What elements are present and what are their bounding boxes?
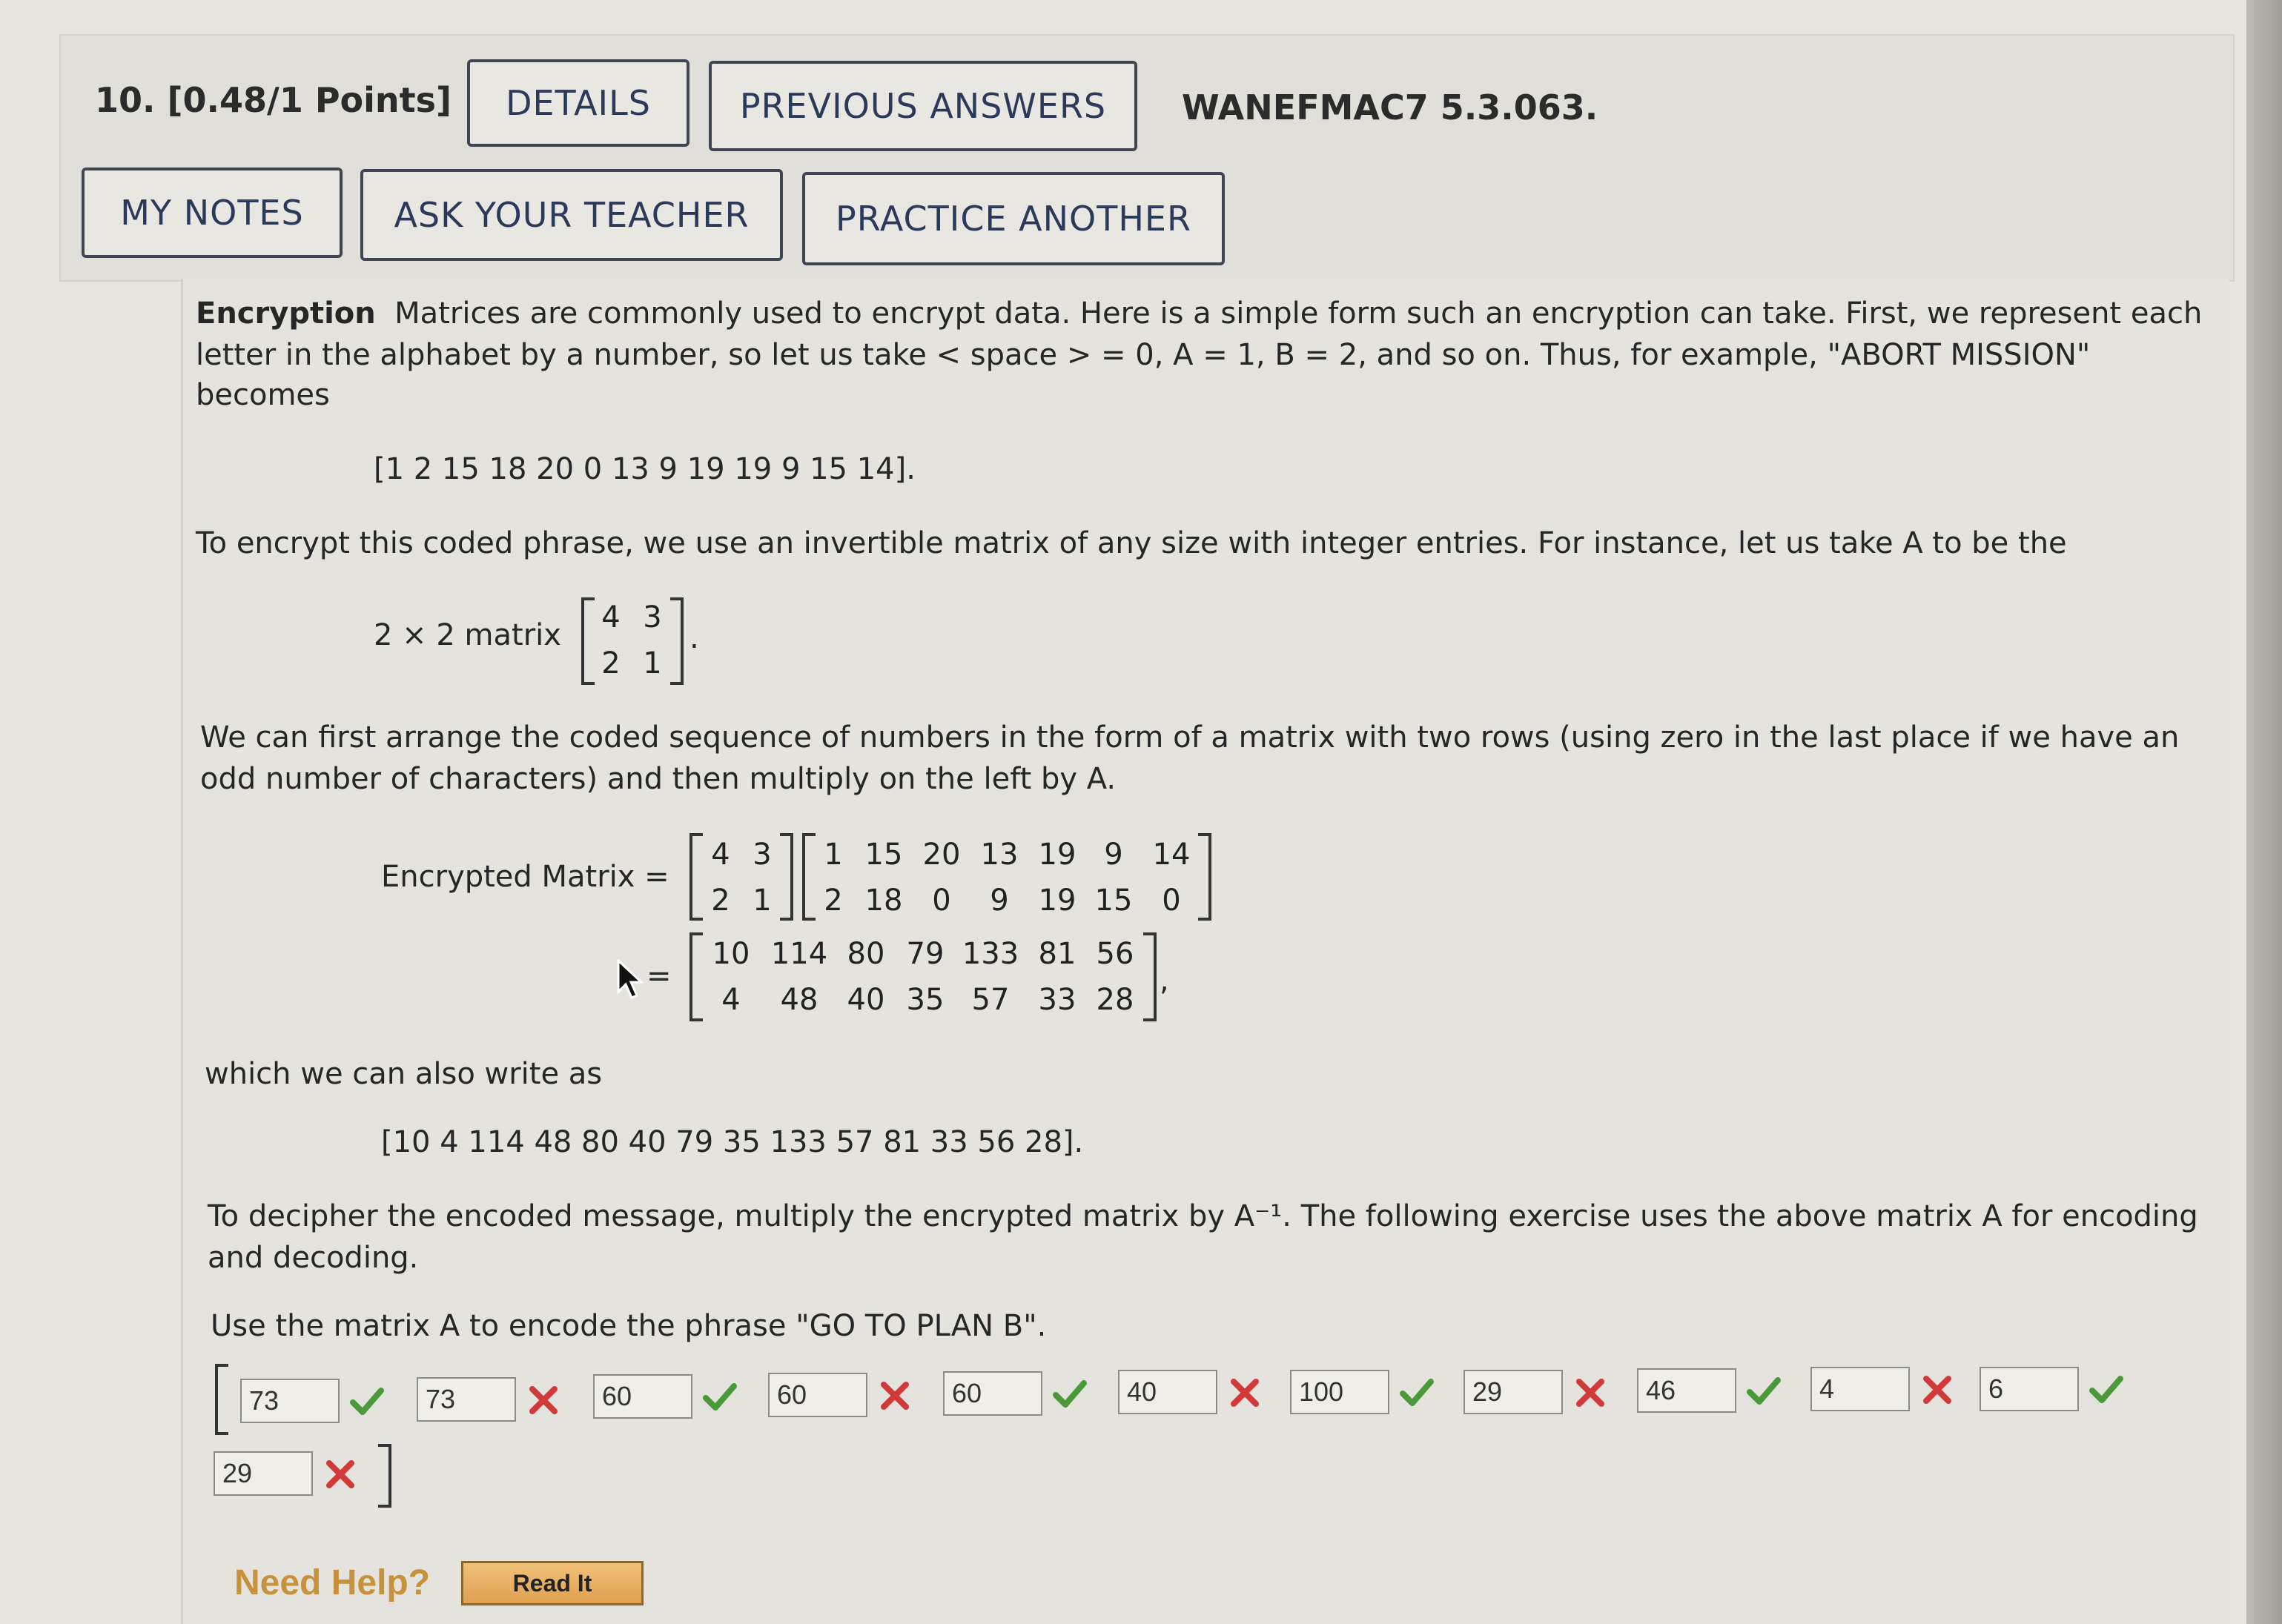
question-id: WANEFMAC7 5.3.063. xyxy=(1182,87,1598,127)
result-matrix-cell: 33 xyxy=(1038,983,1076,1017)
answer-input[interactable]: 60 xyxy=(943,1371,1042,1416)
matrix-period: . xyxy=(689,621,699,655)
practice-another-button[interactable]: PRACTICE ANOTHER xyxy=(802,172,1225,265)
answer-input[interactable]: 6 xyxy=(1980,1367,2079,1411)
coded-matrix-right-bracket xyxy=(1198,833,1211,921)
result-matrix-cell: 40 xyxy=(847,983,885,1017)
my-notes-button[interactable]: MY NOTES xyxy=(82,168,343,258)
coded-matrix-cell: 19 xyxy=(1038,838,1076,872)
x-icon xyxy=(876,1377,913,1414)
need-help-label: Need Help? xyxy=(234,1563,431,1603)
result-matrix-cell: 114 xyxy=(770,937,828,971)
result-matrix-cell: 81 xyxy=(1038,937,1076,971)
check-icon xyxy=(1398,1374,1435,1411)
also-write-text: which we can also write as xyxy=(205,1057,603,1091)
previous-answers-button[interactable]: PREVIOUS ANSWERS xyxy=(709,61,1137,151)
eq-a-cell: 1 xyxy=(753,884,772,918)
intro-bold: Encryption xyxy=(196,296,376,331)
intro-line-1 xyxy=(196,294,2202,334)
encrypt-text: To encrypt this coded phrase, we use an invertible matrix of any size with integer entries. For instance, let us take A to be the xyxy=(196,526,2067,560)
ask-your-teacher-button[interactable]: ASK YOUR TEACHER xyxy=(360,169,783,261)
check-icon xyxy=(701,1379,738,1416)
result-matrix-right-bracket xyxy=(1143,932,1157,1021)
intro-line-2: letter in the alphabet by a number, so let us take < space > = 0, A = 1, B = 2, and so on. Thus, for example, "ABORT MISSION" xyxy=(196,338,2091,372)
answer-input[interactable]: 73 xyxy=(417,1377,516,1422)
arrange-line-2: odd number of characters) and then multiply on the left by A. xyxy=(200,762,1117,796)
eq-a-right-bracket xyxy=(780,833,793,921)
eq-a-cell: 2 xyxy=(711,884,730,918)
encrypted-vector: [10 4 114 48 80 40 79 35 133 57 81 33 56 28]. xyxy=(381,1125,1084,1159)
check-icon xyxy=(2088,1371,2125,1408)
decipher-line-2: and decoding. xyxy=(208,1241,419,1275)
coded-matrix-cell: 18 xyxy=(864,884,903,918)
matrix-a-cell: 1 xyxy=(643,646,662,680)
coded-matrix-cell: 0 xyxy=(1162,884,1181,918)
result-comma: , xyxy=(1160,964,1169,998)
answer-input[interactable]: 29 xyxy=(214,1451,313,1496)
answer-input[interactable]: 73 xyxy=(240,1379,340,1423)
adjacent-window-edge xyxy=(2246,0,2282,1624)
result-matrix-cell: 79 xyxy=(906,937,945,971)
coded-matrix-cell: 2 xyxy=(824,884,843,918)
answer-input[interactable]: 60 xyxy=(768,1373,867,1417)
coded-matrix-cell: 1 xyxy=(824,838,843,872)
answer-input[interactable]: 100 xyxy=(1290,1370,1389,1414)
coded-matrix-cell: 19 xyxy=(1038,884,1076,918)
result-matrix-cell: 57 xyxy=(971,983,1010,1017)
coded-matrix-cell: 9 xyxy=(1104,838,1123,872)
cursor-icon xyxy=(617,959,646,1001)
matrix-a-cell: 2 xyxy=(601,646,621,680)
coded-vector: [1 2 15 18 20 0 13 9 19 19 9 15 14]. xyxy=(374,452,916,486)
eq-a-cell: 4 xyxy=(711,838,730,872)
result-matrix-cell: 4 xyxy=(721,983,741,1017)
question-number: 10. [0.48/1 Points] xyxy=(95,80,452,120)
check-icon xyxy=(348,1383,386,1420)
result-matrix-cell: 35 xyxy=(906,983,945,1017)
answer-input[interactable]: 4 xyxy=(1810,1367,1910,1411)
intro-line-3: becomes xyxy=(196,378,330,412)
x-icon xyxy=(322,1456,359,1493)
coded-matrix-cell: 13 xyxy=(980,838,1019,872)
coded-matrix-cell: 15 xyxy=(864,838,903,872)
result-matrix-cell: 56 xyxy=(1096,937,1134,971)
result-matrix-cell: 80 xyxy=(847,937,885,971)
matrix-a-cell: 4 xyxy=(601,600,621,634)
answer-left-bracket xyxy=(215,1364,228,1435)
coded-matrix-cell: 20 xyxy=(922,838,961,872)
check-icon xyxy=(1051,1376,1088,1413)
decipher-line-1: To decipher the encoded message, multiply the encrypted matrix by A⁻¹. The following exercise uses the above matrix A for encoding xyxy=(208,1199,2198,1233)
equals-sign: = xyxy=(646,959,672,993)
matrix-a-cell: 3 xyxy=(643,600,662,634)
x-icon xyxy=(1226,1374,1263,1411)
result-matrix-cell: 10 xyxy=(712,937,750,971)
eq-a-cell: 3 xyxy=(753,838,772,872)
matrix-label: 2 × 2 matrix xyxy=(374,618,561,652)
result-matrix-cell: 48 xyxy=(780,983,818,1017)
result-matrix-cell: 28 xyxy=(1096,983,1134,1017)
check-icon xyxy=(1745,1373,1782,1410)
coded-matrix-cell: 9 xyxy=(990,884,1009,918)
x-icon xyxy=(1572,1374,1609,1411)
answer-input[interactable]: 40 xyxy=(1118,1370,1217,1414)
x-icon xyxy=(1919,1371,1956,1408)
arrange-line-1: We can first arrange the coded sequence of numbers in the form of a matrix with two rows (using zero in the last place if we have an xyxy=(200,720,2180,755)
encrypted-matrix-label: Encrypted Matrix = xyxy=(381,860,669,894)
read-it-button[interactable]: Read It xyxy=(461,1561,644,1605)
answer-input[interactable]: 60 xyxy=(593,1374,692,1419)
answer-input[interactable]: 29 xyxy=(1464,1370,1563,1414)
answer-right-bracket xyxy=(378,1444,391,1508)
task-text: Use the matrix A to encode the phrase "GO TO PLAN B". xyxy=(211,1309,1047,1343)
coded-matrix-cell: 14 xyxy=(1152,838,1191,872)
x-icon xyxy=(525,1382,562,1419)
intro-text-1: Matrices are commonly used to encrypt data. Here is a simple form such an encryption can take. First, we represent each xyxy=(394,296,2203,331)
matrix-a-right-bracket xyxy=(670,597,684,685)
answer-input[interactable]: 46 xyxy=(1637,1368,1736,1413)
coded-matrix-cell: 0 xyxy=(932,884,951,918)
result-matrix-cell: 133 xyxy=(962,937,1019,971)
coded-matrix-cell: 15 xyxy=(1094,884,1133,918)
details-button[interactable]: DETAILS xyxy=(467,59,689,147)
